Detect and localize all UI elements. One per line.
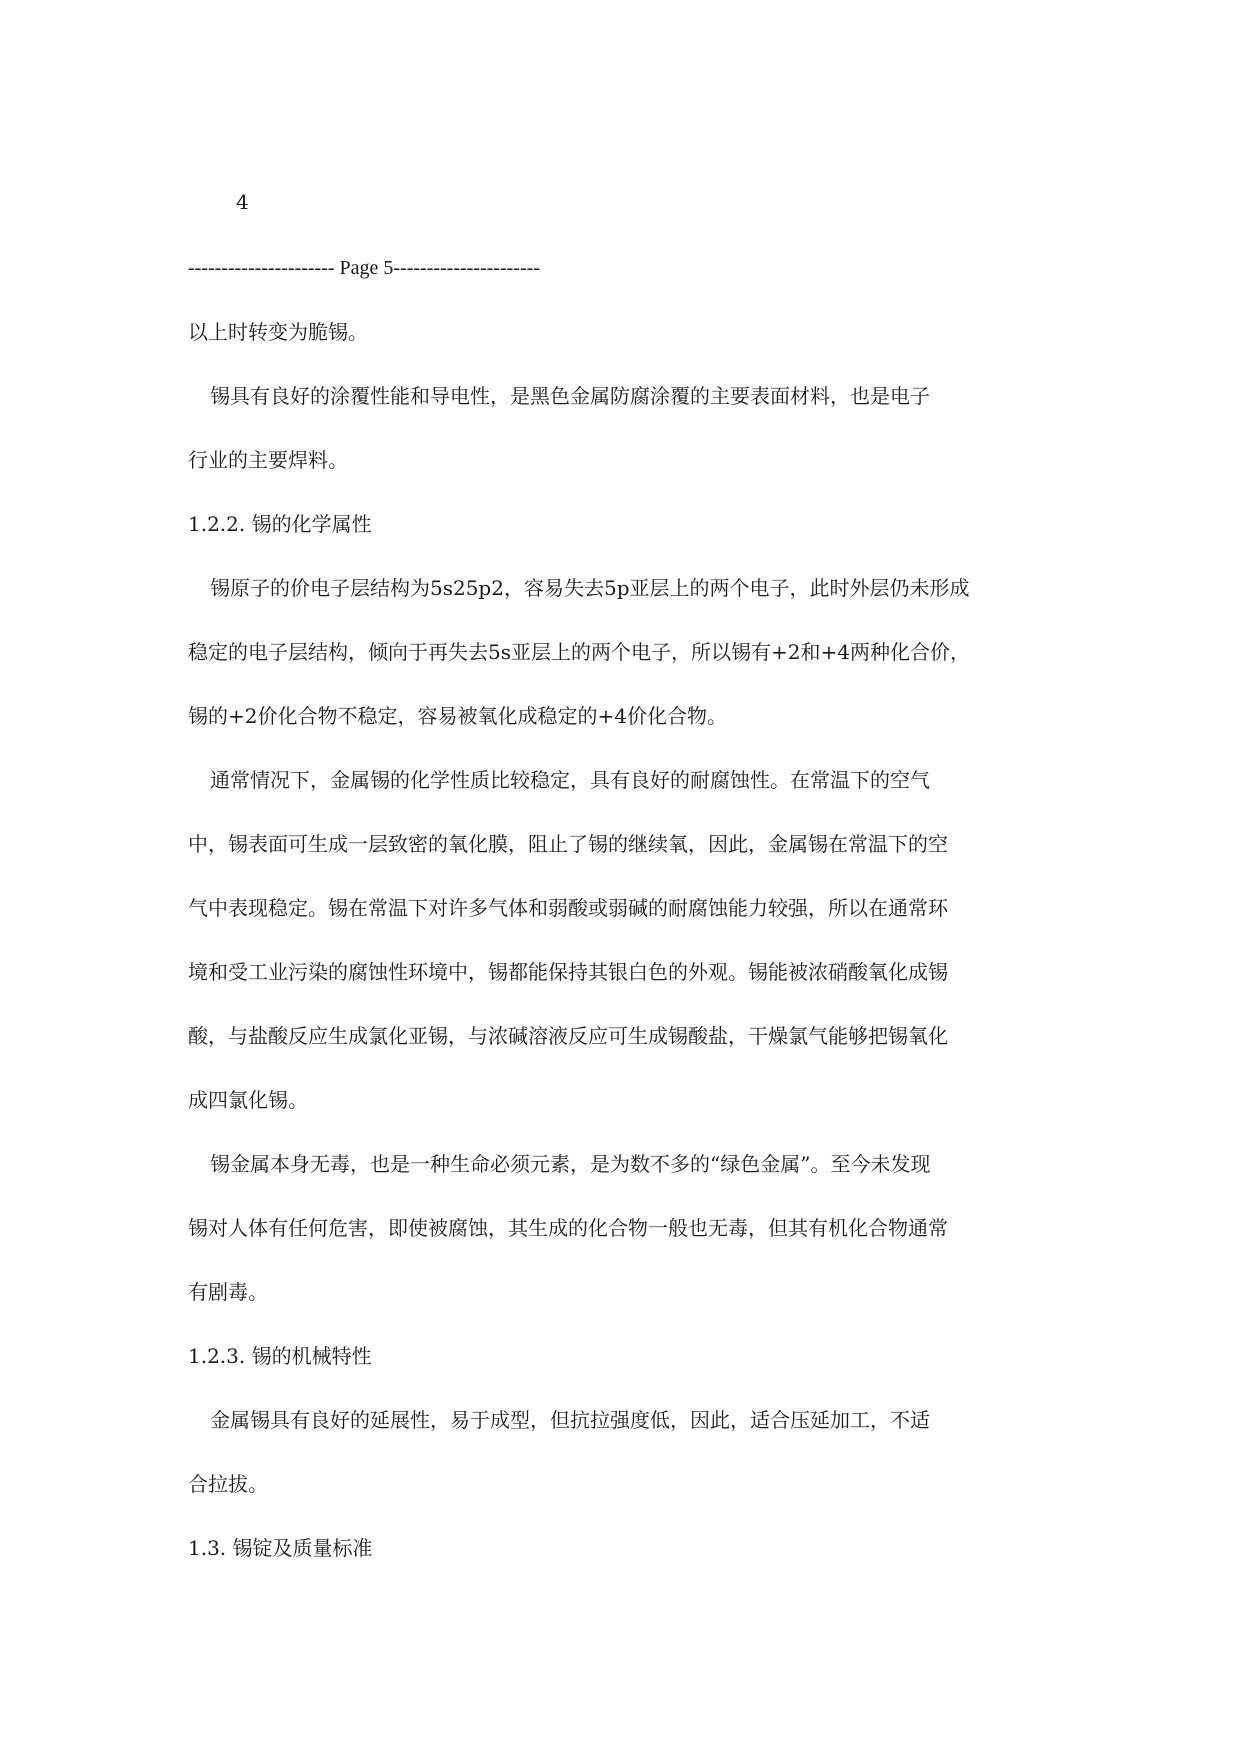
paragraph-line: 金属锡具有良好的延展性，易于成型，但抗拉强度低，因此，适合压延加工，不适 (210, 1408, 930, 1432)
paragraph-line: 稳定的电子层结构，倾向于再失去5s亚层上的两个电子，所以锡有+2和+4两种化合价， (188, 640, 970, 664)
paragraph-line: 境和受工业污染的腐蚀性环境中，锡都能保持其银白色的外观。锡能被浓硝酸氧化成锡 (188, 960, 948, 984)
paragraph-line: 锡的+2价化合物不稳定，容易被氧化成稳定的+4价化合物。 (188, 704, 727, 728)
page-separator: ---------------------- Page 5---------------------- (188, 257, 540, 279)
paragraph-line: 有剧毒。 (188, 1280, 268, 1304)
paragraph-line: 通常情况下，金属锡的化学性质比较稳定，具有良好的耐腐蚀性。在常温下的空气 (210, 768, 930, 792)
page-number: 4 (236, 190, 249, 214)
paragraph-line: 以上时转变为脆锡。 (188, 320, 368, 344)
paragraph-line: 中，锡表面可生成一层致密的氧化膜，阻止了锡的继续氧，因此，金属锡在常温下的空 (188, 832, 948, 856)
paragraph-line: 锡原子的价电子层结构为5s25p2，容易失去5p亚层上的两个电子，此时外层仍未形成 (210, 576, 970, 600)
paragraph-line: 合拉拔。 (188, 1472, 268, 1496)
section-heading: 1.2.3. 锡的机械特性 (188, 1344, 372, 1368)
paragraph-line: 成四氯化锡。 (188, 1088, 308, 1112)
paragraph-line: 酸，与盐酸反应生成氯化亚锡，与浓碱溶液反应可生成锡酸盐，干燥氯气能够把锡氧化 (188, 1024, 948, 1048)
paragraph-line: 行业的主要焊料。 (188, 448, 348, 472)
section-heading: 1.3. 锡锭及质量标准 (188, 1536, 373, 1560)
paragraph-line: 锡金属本身无毒，也是一种生命必须元素，是为数不多的“绿色金属”。至今未发现 (210, 1152, 931, 1176)
paragraph-line: 锡对人体有任何危害，即使被腐蚀，其生成的化合物一般也无毒，但其有机化合物通常 (188, 1216, 948, 1240)
paragraph-line: 气中表现稳定。锡在常温下对许多气体和弱酸或弱碱的耐腐蚀能力较强，所以在通常环 (188, 896, 948, 920)
paragraph-line: 锡具有良好的涂覆性能和导电性，是黑色金属防腐涂覆的主要表面材料，也是电子 (210, 384, 930, 408)
section-heading: 1.2.2. 锡的化学属性 (188, 512, 372, 536)
